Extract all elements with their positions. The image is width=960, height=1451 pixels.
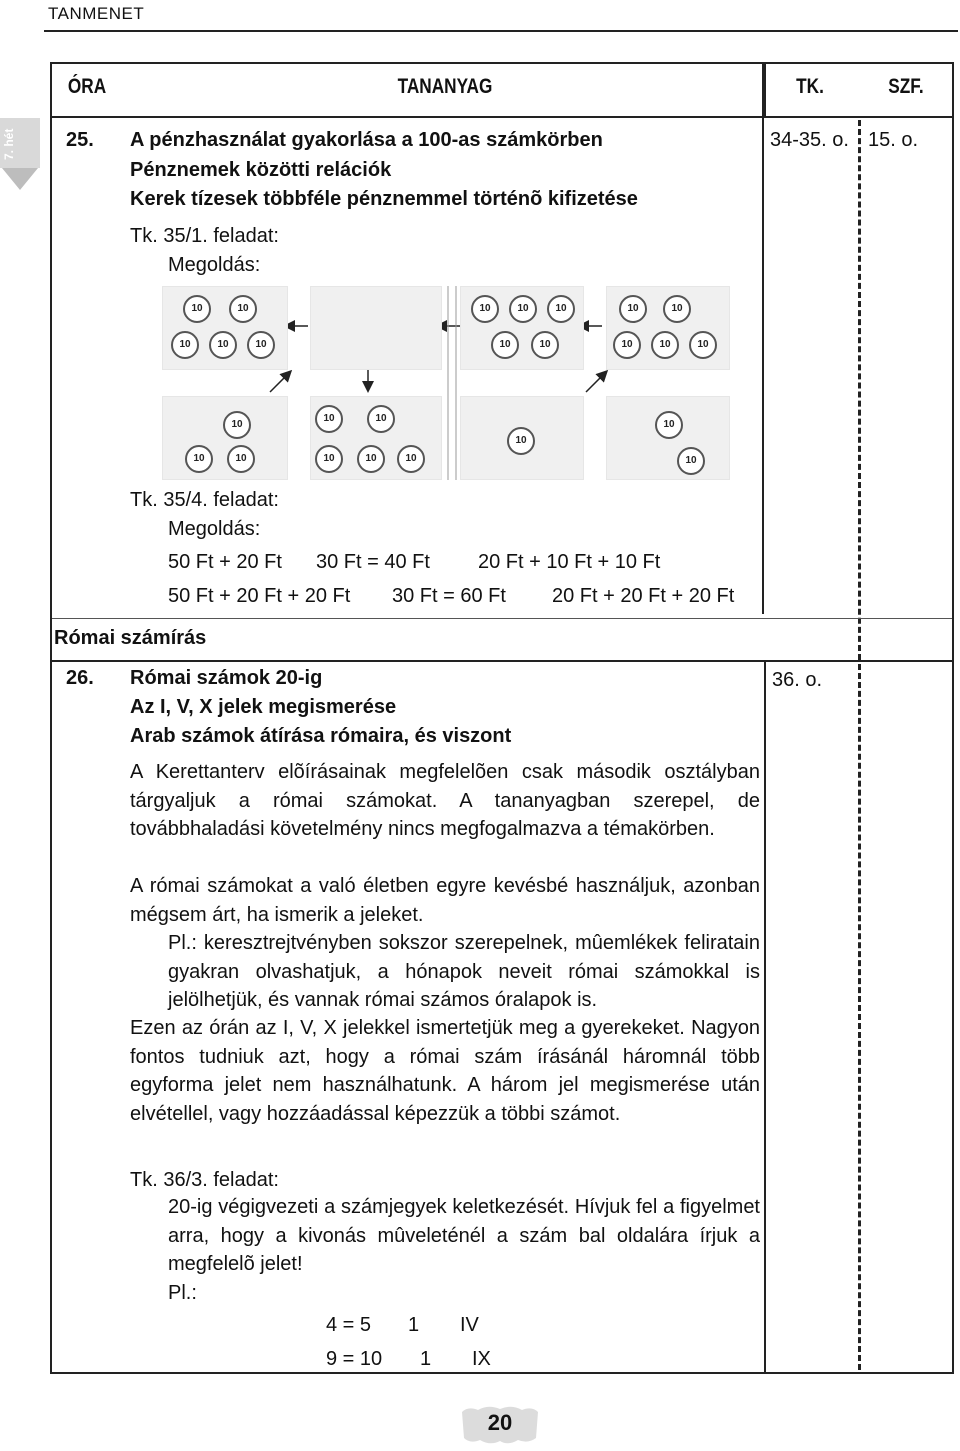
coin-illustration (160, 284, 730, 480)
paragraph-curriculum: A Kerettanterv elõírásainak megfelelõen csak második osztályban tárgyaljuk a római számokat. A tananyagban szerepel, de továbbhaladási követelmény nincs megfogalmazva a témakörben. (130, 761, 760, 840)
coin-icon: 10 (367, 405, 395, 433)
lesson-25-subtitle-2: Kerek tízesek többféle pénznemmel történõ kifizetése (130, 188, 638, 210)
coin-panel (162, 396, 288, 480)
task-label: Tk. 35/1. feladat: (130, 225, 279, 247)
coin-icon: 10 (491, 331, 519, 359)
coin-icon: 10 (315, 405, 343, 433)
solution-row-2-c: 20 Ft + 20 Ft + 20 Ft (552, 585, 735, 607)
lesson-25-number: 25. (66, 129, 94, 151)
down-arrow-icon (2, 168, 38, 190)
coin-icon: 10 (223, 411, 251, 439)
section-title: Római számírás (54, 627, 207, 649)
paragraph-task: 20-ig végigvezeti a számjegyek keletkezését. Hívjuk fel a figyelmet arra, hogy a kivonás mûveleténél a szám bal oldalára írjuk a megfelelõ jelet! (168, 1196, 760, 1275)
lesson-25-title: A pénzhasználat gyakorlása a 100-as számkörben (130, 129, 603, 151)
lesson-25-szf: 15. o. (868, 129, 919, 151)
solution-label: Megoldás: (168, 254, 261, 276)
coin-icon: 10 (651, 331, 679, 359)
header-divider (44, 30, 958, 32)
coin-icon: 10 (397, 445, 425, 473)
col-divider-lesson26 (764, 662, 766, 1372)
header-row-divider (52, 116, 952, 118)
coin-icon: 10 (229, 295, 257, 323)
coin-icon: 10 (315, 445, 343, 473)
lesson-26-tk: 36. o. (772, 669, 823, 691)
task-label: Tk. 35/4. feladat: (130, 489, 279, 511)
paragraph-usage: A római számokat a való életben egyre kevésbé használjuk, azonban mégsem árt, ha ismerik a jeleket. (130, 875, 760, 926)
equation-2-lhs: 9 = 10 (326, 1348, 383, 1370)
lesson-26-subtitle-2: Arab számok átírása rómaira, és viszont (130, 725, 512, 747)
coin-icon: 10 (183, 295, 211, 323)
lesson-26-title: Római számok 20-ig (130, 667, 323, 689)
coin-icon: 10 (507, 427, 535, 455)
equation-1-lhs: 4 = 5 (326, 1314, 372, 1336)
solution-row-2-b: 30 Ft = 60 Ft (392, 585, 506, 607)
solution-row-1-b: 30 Ft = 40 Ft (316, 551, 430, 573)
equation-2-roman: IX (472, 1348, 491, 1370)
coin-icon: 10 (547, 295, 575, 323)
coin-icon: 10 (171, 331, 199, 359)
lesson-25-tk: 34-35. o. (770, 129, 849, 151)
coin-icon: 10 (357, 445, 385, 473)
col-dash-25 (858, 120, 861, 660)
coin-icon: 10 (209, 331, 237, 359)
section-bottom-rule (52, 660, 952, 662)
coin-panel (606, 286, 730, 370)
paragraph-symbols: Ezen az órán az I, V, X jelekkel ismertetjük meg a gyerekeket. Nagyon fontos tudniuk azt, hogy a római szám írásánál háromnál több egyforma jelet nem használhatunk. A három jel megismerése után elvétellel, vagy hozzáadással képezzük a többi számot. (130, 1017, 760, 1125)
coin-panel (310, 286, 442, 370)
page-number: 20 (487, 1410, 513, 1435)
coin-icon: 10 (531, 331, 559, 359)
section-top-rule (52, 618, 952, 619)
col-divider-header (764, 64, 766, 116)
coin-icon: 10 (677, 447, 705, 475)
solution-row-2-a: 50 Ft + 20 Ft + 20 Ft (168, 585, 351, 607)
solution-row-1-c: 20 Ft + 10 Ft + 10 Ft (478, 551, 661, 573)
coin-panel (162, 286, 288, 370)
coin-icon: 10 (471, 295, 499, 323)
lesson-25-subtitle-1: Pénznemek közötti relációk (130, 159, 392, 181)
equation-2-sub: 1 (420, 1348, 432, 1370)
lesson-26-subtitle-1: Az I, V, X jelek megismerése (130, 696, 397, 718)
task-label: Tk. 36/3. feladat: (130, 1169, 279, 1191)
coin-icon: 10 (185, 445, 213, 473)
coin-icon: 10 (663, 295, 691, 323)
coin-icon: 10 (227, 445, 255, 473)
lesson-26-number: 26. (66, 667, 94, 689)
coin-icon: 10 (613, 331, 641, 359)
coin-panel (606, 396, 730, 480)
header-ora: ÓRA (67, 75, 107, 98)
coin-icon: 10 (619, 295, 647, 323)
document-header-title: TANMENET (48, 4, 145, 23)
equation-1-roman: IV (460, 1314, 479, 1336)
col-divider-25 (762, 62, 764, 614)
paragraph-examples: Pl.: keresztrejtvényben sokszor szerepelnek, mûemlékek feliratain gyakran olvashatjuk, a hónapok neveit római számokkal is jelölhetjük, és vannak római számos óralapok is. (168, 932, 760, 1011)
header-tananyag: TANANYAG (397, 75, 493, 98)
coin-panel (460, 396, 584, 480)
solution-label: Megoldás: (168, 518, 261, 540)
header-szf: SZF. (888, 75, 924, 98)
coin-icon: 10 (509, 295, 537, 323)
solution-row-1-a: 50 Ft + 20 Ft (168, 551, 282, 573)
equation-1-sub: 1 (408, 1314, 420, 1336)
coin-panel (460, 286, 584, 370)
coin-icon: 10 (655, 411, 683, 439)
example-label: Pl.: (168, 1282, 197, 1304)
week-label: 7. hét (2, 128, 16, 160)
header-tk: TK. (796, 75, 824, 98)
coin-panel (310, 396, 442, 480)
col-dash-26 (858, 664, 861, 1370)
coin-icon: 10 (247, 331, 275, 359)
coin-icon: 10 (689, 331, 717, 359)
